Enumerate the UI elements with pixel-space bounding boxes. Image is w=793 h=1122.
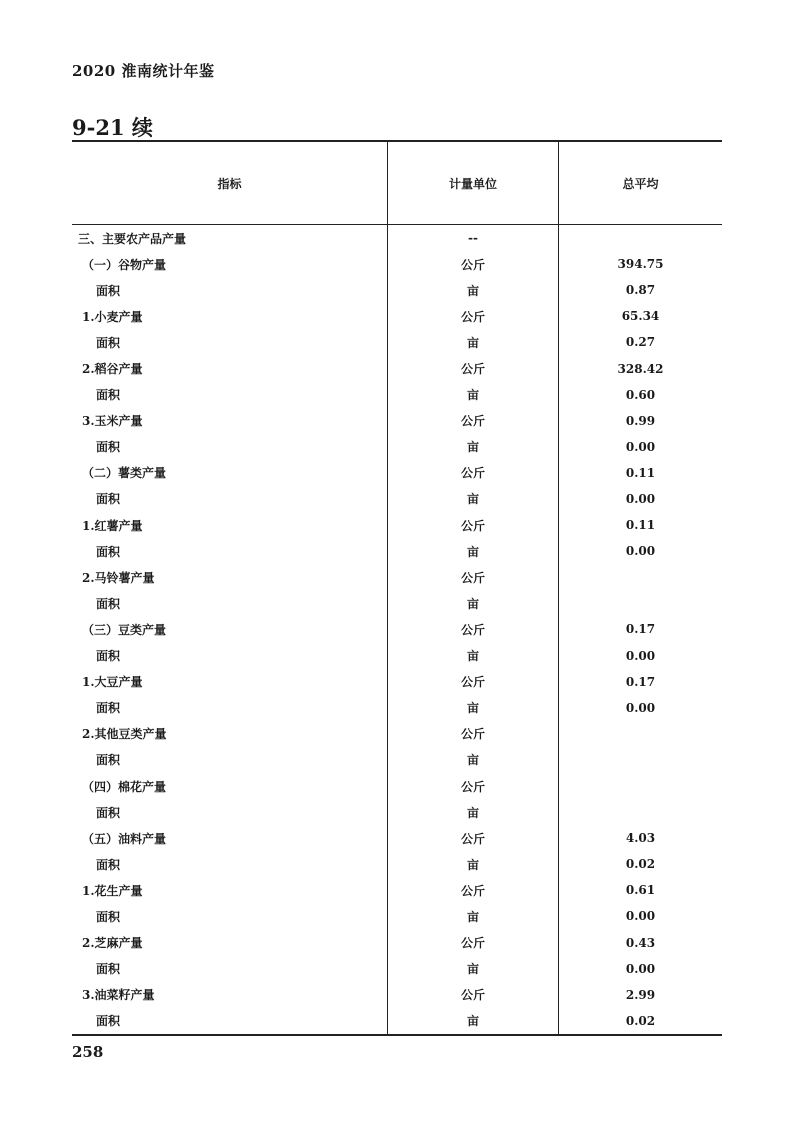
- unit-cell: 亩: [388, 747, 559, 773]
- average-value-cell: 0.00: [625, 909, 656, 924]
- table-row: [72, 643, 722, 669]
- table-row: [72, 903, 722, 929]
- average-value-cell: [559, 721, 723, 747]
- unit-cell: 亩: [388, 382, 559, 408]
- table-row: [72, 930, 722, 956]
- table-row: [72, 538, 722, 564]
- unit-cell: 亩: [388, 695, 559, 721]
- indicator-cell: 面积: [72, 695, 388, 721]
- indicator-cell: 1.花生产量: [72, 877, 388, 903]
- unit-cell: --: [388, 225, 559, 252]
- table-row: [72, 303, 722, 329]
- table-row: [72, 277, 722, 303]
- average-value-cell: 0.17: [625, 674, 656, 689]
- indicator-cell: （一）谷物产量: [72, 251, 388, 277]
- table-row: [72, 512, 722, 538]
- unit-cell: 亩: [388, 643, 559, 669]
- table-row: [72, 225, 722, 252]
- indicator-cell: 三、主要农产品产量: [72, 225, 388, 252]
- average-value-cell: 4.03: [625, 831, 656, 846]
- table-row: [72, 355, 722, 381]
- average-value-cell: 65.34: [621, 309, 660, 324]
- average-value-cell: [559, 773, 723, 799]
- average-value-cell: 0.60: [625, 387, 656, 402]
- unit-cell: 公斤: [388, 303, 559, 329]
- unit-cell: 亩: [388, 851, 559, 877]
- indicator-cell: 面积: [72, 538, 388, 564]
- table-row: [72, 851, 722, 877]
- indicator-cell: （四）棉花产量: [72, 773, 388, 799]
- unit-cell: 亩: [388, 799, 559, 825]
- table-row: [72, 982, 722, 1008]
- indicator-cell: 面积: [72, 590, 388, 616]
- indicator-cell: 2.马铃薯产量: [72, 564, 388, 590]
- indicator-cell: 3.玉米产量: [72, 408, 388, 434]
- table-row: [72, 434, 722, 460]
- average-value-cell: 0.43: [625, 935, 656, 950]
- indicator-cell: 2.稻谷产量: [72, 355, 388, 381]
- statistics-table: [72, 140, 722, 1036]
- unit-cell: 公斤: [388, 773, 559, 799]
- indicator-cell: （五）油料产量: [72, 825, 388, 851]
- table-row: [72, 382, 722, 408]
- unit-cell: 亩: [388, 590, 559, 616]
- unit-cell: 公斤: [388, 408, 559, 434]
- average-value-cell: 0.00: [625, 648, 656, 663]
- table-row: [72, 747, 722, 773]
- unit-cell: 亩: [388, 956, 559, 982]
- average-value-cell: 0.00: [625, 491, 656, 506]
- average-value-cell: 2.99: [625, 987, 656, 1002]
- average-value-cell: 0.87: [625, 283, 656, 298]
- indicator-cell: 面积: [72, 486, 388, 512]
- unit-cell: 公斤: [388, 251, 559, 277]
- average-value-cell: [559, 225, 723, 252]
- indicator-cell: 面积: [72, 329, 388, 355]
- table-row: [72, 669, 722, 695]
- table-row: [72, 486, 722, 512]
- average-value-cell: 0.02: [559, 1008, 723, 1035]
- average-value-cell: 0.00: [625, 700, 656, 715]
- unit-cell: 公斤: [388, 355, 559, 381]
- average-value-cell: 394.75: [617, 257, 664, 272]
- indicator-cell: 2.其他豆类产量: [72, 721, 388, 747]
- indicator-cell: 3.油菜籽产量: [72, 982, 388, 1008]
- table-row: [72, 251, 722, 277]
- average-value-cell: 0.00: [625, 544, 656, 559]
- page-number: 258: [72, 1043, 104, 1061]
- unit-cell: 亩: [388, 1008, 559, 1035]
- running-head: 2020 淮南统计年鉴: [72, 62, 215, 80]
- header-row: [72, 141, 722, 225]
- table-row: [72, 564, 722, 590]
- indicator-cell: 面积: [72, 799, 388, 825]
- table-body: [72, 225, 722, 1035]
- table-row: [72, 590, 722, 616]
- indicator-cell: 1.小麦产量: [72, 303, 388, 329]
- average-value-cell: [559, 747, 723, 773]
- table-row: [72, 799, 722, 825]
- unit-cell: 公斤: [388, 669, 559, 695]
- unit-cell: 亩: [388, 277, 559, 303]
- average-value-cell: 0.27: [625, 335, 656, 350]
- unit-cell: 亩: [388, 486, 559, 512]
- indicator-cell: 面积: [72, 1008, 388, 1035]
- table-row: [72, 616, 722, 642]
- unit-cell: 公斤: [388, 616, 559, 642]
- unit-cell: 公斤: [388, 460, 559, 486]
- average-value-cell: 0.00: [625, 439, 656, 454]
- indicator-cell: （二）薯类产量: [72, 460, 388, 486]
- average-value-cell: 0.61: [625, 883, 656, 898]
- table-row: [72, 877, 722, 903]
- average-value-cell: [559, 590, 723, 616]
- indicator-cell: 面积: [72, 382, 388, 408]
- unit-cell: 亩: [388, 329, 559, 355]
- average-value-cell: 0.99: [625, 413, 656, 428]
- table-title: 9-21 续: [72, 115, 153, 140]
- unit-cell: 公斤: [388, 512, 559, 538]
- indicator-cell: 面积: [72, 851, 388, 877]
- unit-cell: 亩: [388, 903, 559, 929]
- average-value-cell: 0.00: [625, 961, 656, 976]
- average-value-cell: 0.11: [625, 465, 656, 480]
- indicator-cell: 面积: [72, 903, 388, 929]
- indicator-cell: 面积: [72, 747, 388, 773]
- unit-cell: 亩: [388, 434, 559, 460]
- indicator-cell: 面积: [72, 434, 388, 460]
- table-row: [72, 773, 722, 799]
- average-value-cell: 0.02: [625, 857, 656, 872]
- table-row: [72, 408, 722, 434]
- unit-cell: 公斤: [388, 564, 559, 590]
- average-value-cell: 0.11: [625, 518, 656, 533]
- average-value-cell: [559, 564, 723, 590]
- statistics-table-container: [72, 140, 722, 1036]
- unit-cell: 公斤: [388, 930, 559, 956]
- average-value-cell: 0.17: [625, 622, 656, 637]
- unit-cell: 公斤: [388, 877, 559, 903]
- table-header: [72, 141, 722, 225]
- table-row: [72, 956, 722, 982]
- table-row: [72, 1008, 722, 1035]
- column-header-unit: 计量单位: [388, 141, 559, 225]
- indicator-cell: 面积: [72, 956, 388, 982]
- average-value-cell: [559, 799, 723, 825]
- indicator-cell: 面积: [72, 643, 388, 669]
- table-row: [72, 825, 722, 851]
- unit-cell: 公斤: [388, 982, 559, 1008]
- table-row: [72, 721, 722, 747]
- column-header-indicator: 指标: [72, 141, 388, 225]
- unit-cell: 公斤: [388, 825, 559, 851]
- indicator-cell: 面积: [72, 277, 388, 303]
- indicator-cell: （三）豆类产量: [72, 616, 388, 642]
- table-row: [72, 460, 722, 486]
- table-row: [72, 695, 722, 721]
- unit-cell: 亩: [388, 538, 559, 564]
- indicator-cell: 1.大豆产量: [72, 669, 388, 695]
- average-value-cell: 328.42: [617, 361, 664, 376]
- column-header-average: 总平均: [559, 141, 723, 225]
- indicator-cell: 1.红薯产量: [72, 512, 388, 538]
- indicator-cell: 2.芝麻产量: [72, 930, 388, 956]
- table-row: [72, 329, 722, 355]
- unit-cell: 公斤: [388, 721, 559, 747]
